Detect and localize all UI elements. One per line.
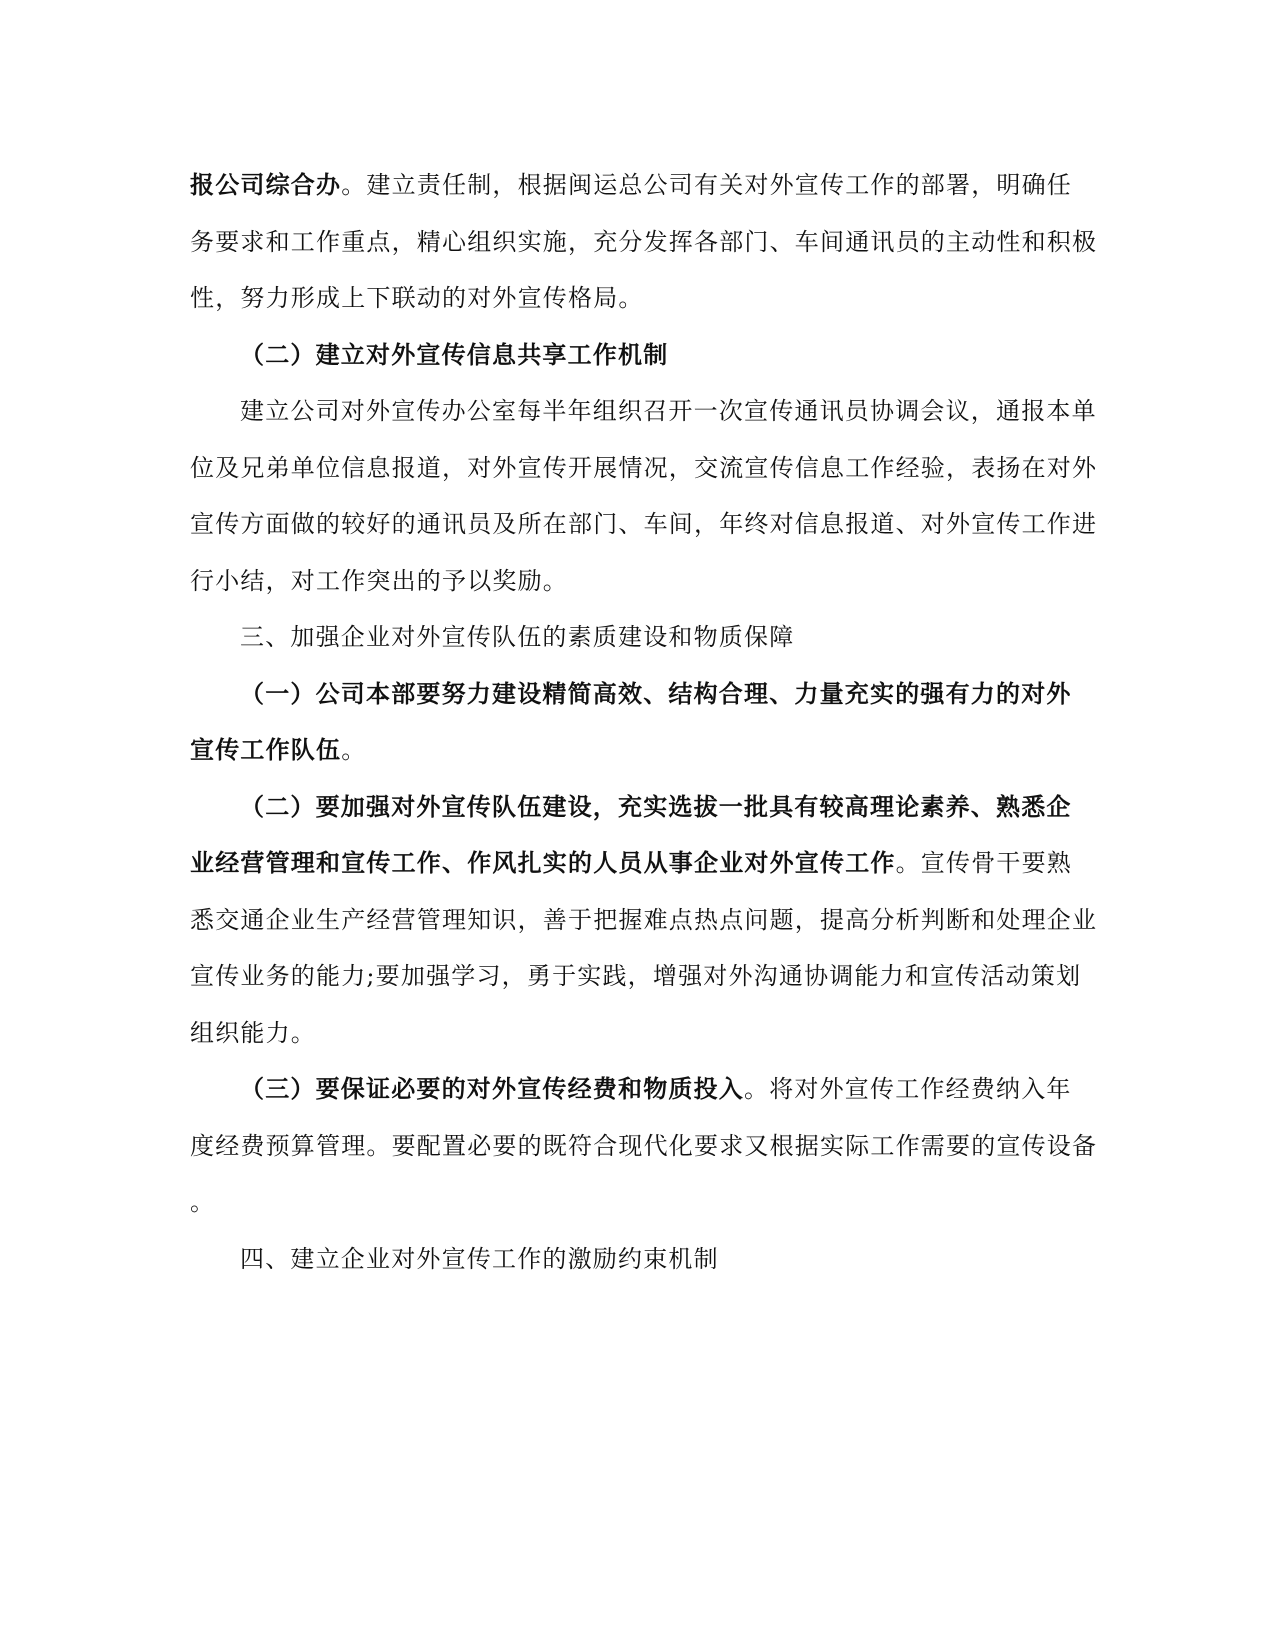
text-run: 。 bbox=[190, 1188, 216, 1216]
bold-run: （一）公司本部要努力建设精简高效、结构合理、力量充实的强有力的对外 bbox=[240, 679, 1072, 708]
text-run: 务要求和工作重点，精心组织实施，充分发挥各部门、车间通讯员的主动性和积极 bbox=[190, 228, 1098, 256]
text-run: 建立公司对外宣传办公室每半年组织召开一次宣传通讯员协调会议，通报本单 bbox=[240, 397, 1097, 425]
text-run: 。 bbox=[341, 736, 367, 764]
text-line-13 bbox=[190, 848, 1072, 878]
chapter-heading-3 bbox=[240, 622, 794, 652]
text-line-8 bbox=[190, 566, 568, 596]
text-run: 。将对外宣传工作经费纳入年 bbox=[744, 1075, 1072, 1103]
text-run: 三、加强企业对外宣传队伍的素质建设和物质保障 bbox=[240, 623, 795, 651]
text-run: 行小结，对工作突出的予以奖励。 bbox=[190, 567, 568, 595]
text-line-16 bbox=[190, 1018, 316, 1048]
text-run: 性，努力形成上下联动的对外宣传格局。 bbox=[190, 284, 644, 312]
text-line-18 bbox=[190, 1131, 1097, 1161]
bold-run: 业经营管理和宣传工作、作风扎实的人员从事企业对外宣传工作 bbox=[190, 848, 896, 877]
text-line-19 bbox=[190, 1187, 215, 1217]
text-run: 。宣传骨干要熟 bbox=[895, 849, 1073, 877]
text-line-1 bbox=[190, 170, 1072, 200]
text-run: 悉交通企业生产经营管理知识，善于把握难点热点问题，提高分析判断和处理企业 bbox=[190, 906, 1098, 934]
text-line-2 bbox=[190, 227, 1097, 257]
text-line-14 bbox=[190, 905, 1097, 935]
text-line-7 bbox=[190, 509, 1097, 539]
text-run: 度经费预算管理。要配置必要的既符合现代化要求又根据实际工作需要的宣传设备 bbox=[190, 1132, 1098, 1160]
text-run: 四、建立企业对外宣传工作的激励约束机制 bbox=[240, 1245, 719, 1273]
text-line-11 bbox=[190, 735, 366, 765]
bold-run: （二）要加强对外宣传队伍建设，充实选拔一批具有较高理论素养、熟悉企 bbox=[240, 792, 1072, 821]
text-run: 位及兄弟单位信息报道，对外宣传开展情况，交流宣传信息工作经验，表扬在对外 bbox=[190, 454, 1098, 482]
bold-run: （三）要保证必要的对外宣传经费和物质投入 bbox=[240, 1074, 744, 1103]
text-run: 。建立责任制，根据闽运总公司有关对外宣传工作的部署，明确任 bbox=[341, 171, 1073, 199]
text-run: 宣传方面做的较好的通讯员及所在部门、车间，年终对信息报道、对外宣传工作进 bbox=[190, 510, 1098, 538]
section-heading-2 bbox=[240, 340, 668, 370]
text-line-5 bbox=[240, 396, 1097, 426]
text-run: 宣传业务的能力;要加强学习，勇于实践，增强对外沟通协调能力和宣传活动策划 bbox=[190, 962, 1082, 990]
text-line-6 bbox=[190, 453, 1097, 483]
item-heading-2 bbox=[240, 792, 1072, 822]
item-heading-1 bbox=[240, 679, 1072, 709]
chapter-heading-4 bbox=[240, 1244, 719, 1274]
text-line-15 bbox=[190, 961, 1081, 991]
bold-run: 报公司综合办 bbox=[190, 170, 342, 199]
bold-run: 宣传工作队伍 bbox=[190, 735, 342, 764]
text-run: 组织能力。 bbox=[190, 1019, 316, 1047]
text-line-3 bbox=[190, 283, 644, 313]
bold-run: （二）建立对外宣传信息共享工作机制 bbox=[240, 340, 669, 369]
item-heading-3 bbox=[240, 1074, 1072, 1104]
